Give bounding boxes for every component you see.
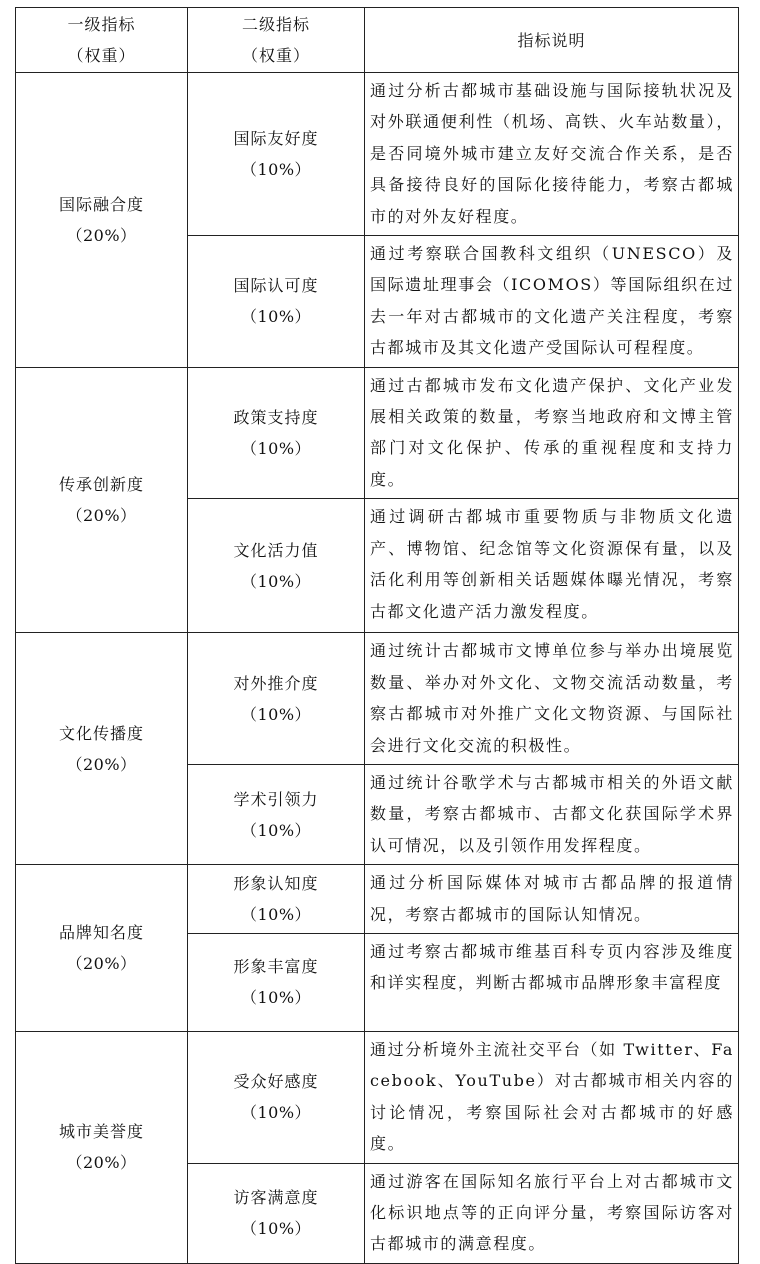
indicator-table xyxy=(15,7,739,1264)
header-level2-weight: （权重） xyxy=(241,46,310,65)
level1-cell xyxy=(16,73,188,368)
level2-name: 对外推介度 xyxy=(233,673,319,693)
level1-cell xyxy=(16,367,188,633)
indicator-table-container xyxy=(15,7,738,1264)
level2-cell xyxy=(188,73,365,236)
level1-weight: （20%） xyxy=(66,225,137,245)
level2-name: 国际友好度 xyxy=(233,129,319,149)
table-row xyxy=(16,367,739,499)
level2-cell xyxy=(188,1163,365,1263)
level2-cell xyxy=(188,1031,365,1163)
level2-cell xyxy=(188,865,365,934)
level2-weight: （10%） xyxy=(240,438,312,458)
description-cell: 通过分析境外主流社交平台（如 Twitter、Facebook、YouTube）对古都城市相关内容的讨论情况，考察国际社会对古都城市的好感度。 xyxy=(365,1031,739,1163)
level2-weight: （10%） xyxy=(240,988,312,1008)
level2-cell xyxy=(188,367,365,499)
header-description-title: 指标说明 xyxy=(517,30,586,50)
level2-weight: （10%） xyxy=(240,1103,312,1123)
level1-cell xyxy=(16,865,188,1032)
level2-name: 国际认可度 xyxy=(233,276,319,296)
level2-name: 文化活力值 xyxy=(233,540,319,560)
level1-name: 品牌知名度 xyxy=(58,923,144,943)
level2-name: 形象丰富度 xyxy=(233,957,319,977)
level2-cell xyxy=(188,933,365,1031)
header-level2 xyxy=(188,8,365,73)
level2-name: 政策支持度 xyxy=(233,407,319,427)
level2-weight: （10%） xyxy=(240,160,312,180)
table-row xyxy=(16,633,739,765)
level1-cell xyxy=(16,633,188,865)
header-description xyxy=(365,8,739,73)
description-cell: 通过考察古都城市维基百科专页内容涉及维度和详实程度，判断古都城市品牌形象丰富程度 xyxy=(365,933,739,1031)
description-cell: 通过分析古都城市基础设施与国际接轨状况及对外联通便利性（机场、高铁、火车站数量），是否同境外城市建立友好交流合作关系，是否具备接待良好的国际化接待能力，考察古都城市的对外友好程度。 xyxy=(365,73,739,236)
description-cell: 通过统计古都城市文博单位参与举办出境展览数量、举办对外文化、文物交流活动数量，考察古都城市对外推广文化文物资源、与国际社会进行文化交流的积极性。 xyxy=(365,633,739,765)
level1-weight: （20%） xyxy=(66,954,137,974)
level2-weight: （10%） xyxy=(240,820,312,840)
level2-cell xyxy=(188,764,365,864)
description-cell: 通过分析国际媒体对城市古都品牌的报道情况，考察古都城市的国际认知情况。 xyxy=(365,865,739,934)
level1-name: 文化传播度 xyxy=(58,723,144,743)
level2-name: 学术引领力 xyxy=(233,789,319,809)
level1-name: 城市美誉度 xyxy=(58,1122,144,1142)
header-level1-weight: （权重） xyxy=(67,46,136,65)
level1-name: 国际融合度 xyxy=(58,194,144,214)
level2-weight: （10%） xyxy=(240,1219,312,1239)
table-row xyxy=(16,73,739,236)
level2-weight: （10%） xyxy=(240,307,312,327)
description-cell: 通过游客在国际知名旅行平台上对古都城市文化标识地点等的正向评分量，考察国际访客对古都城市的满意程度。 xyxy=(365,1163,739,1263)
level2-cell xyxy=(188,633,365,765)
description-cell: 通过调研古都城市重要物质与非物质文化遗产、博物馆、纪念馆等文化资源保有量，以及活化利用等创新相关话题媒体曝光情况，考察古都文化遗产活力激发程度。 xyxy=(365,499,739,633)
level2-name: 访客满意度 xyxy=(233,1188,319,1208)
level2-name: 受众好感度 xyxy=(233,1072,319,1092)
description-cell: 通过统计谷歌学术与古都城市相关的外语文献数量，考察古都城市、古都文化获国际学术界认可情况，以及引领作用发挥程度。 xyxy=(365,764,739,864)
level2-cell xyxy=(188,499,365,633)
level1-weight: （20%） xyxy=(66,754,137,774)
level2-cell xyxy=(188,236,365,368)
description-cell: 通过考察联合国教科文组织（UNESCO）及国际遗址理事会（ICOMOS）等国际组织在过去一年对古都城市的文化遗产关注程度，考察古都城市及其文化遗产受国际认可程程度。 xyxy=(365,236,739,368)
header-row xyxy=(16,8,739,73)
table-row xyxy=(16,865,739,934)
level2-name: 形象认知度 xyxy=(233,874,319,894)
level2-weight: （10%） xyxy=(240,571,312,591)
header-level2-title: 二级指标 xyxy=(241,15,310,34)
table-row xyxy=(16,1031,739,1163)
level2-weight: （10%） xyxy=(240,704,312,724)
level2-weight: （10%） xyxy=(240,905,312,925)
header-level1 xyxy=(16,8,188,73)
level1-name: 传承创新度 xyxy=(58,474,144,494)
description-cell: 通过古都城市发布文化遗产保护、文化产业发展相关政策的数量，考察当地政府和文博主管部门对文化保护、传承的重视程度和支持力度。 xyxy=(365,367,739,499)
header-level1-title: 一级指标 xyxy=(67,15,136,34)
level1-weight: （20%） xyxy=(66,505,137,525)
level1-cell xyxy=(16,1031,188,1263)
level1-weight: （20%） xyxy=(66,1153,137,1173)
